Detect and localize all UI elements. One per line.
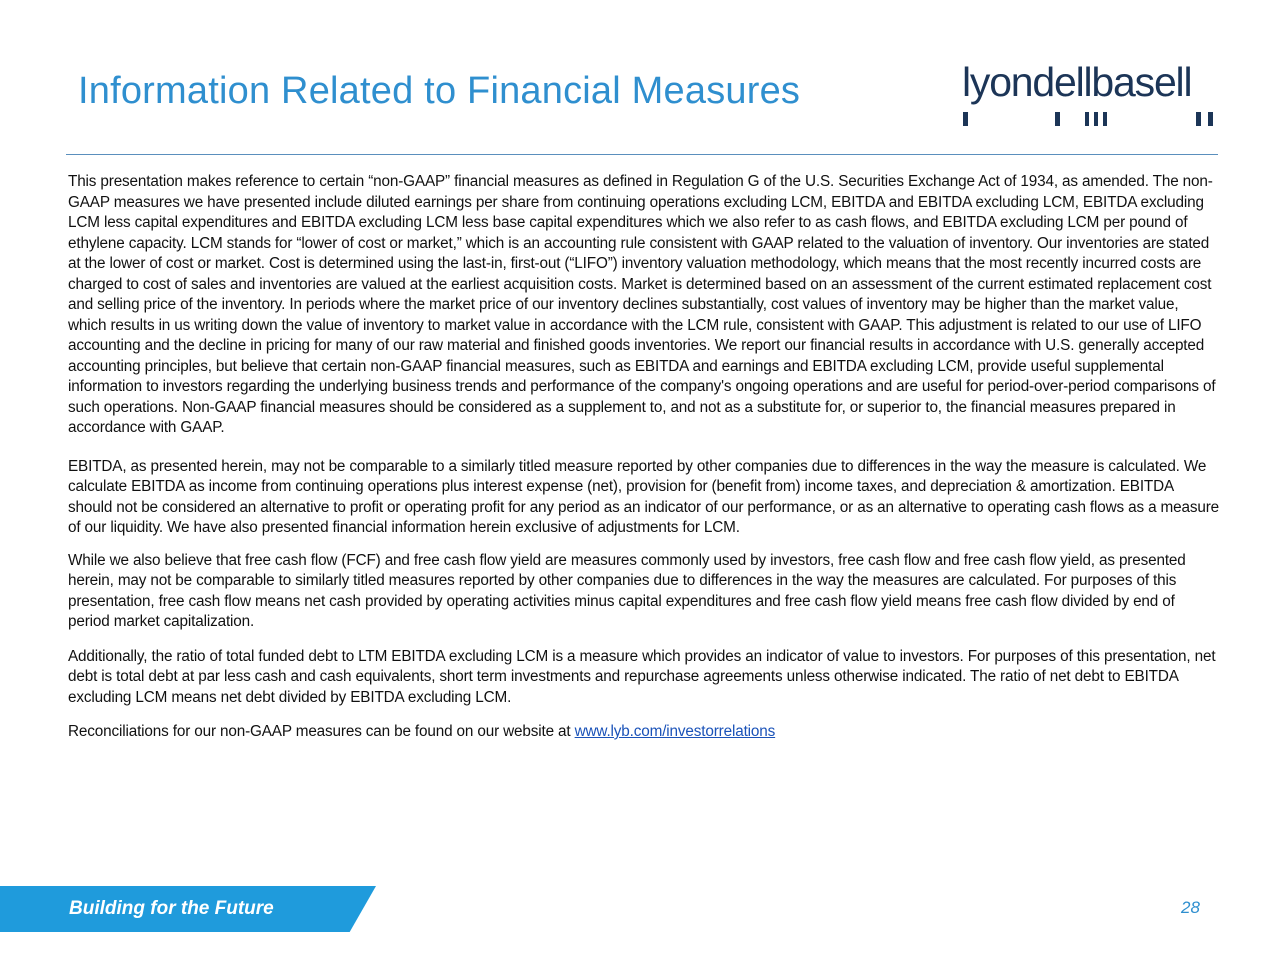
header-divider <box>66 154 1218 155</box>
investor-relations-link[interactable]: www.lyb.com/investorrelations <box>574 723 776 740</box>
company-logo <box>962 59 1218 132</box>
logo-wordmark: lyondellbasell <box>962 59 1192 105</box>
page-title: Information Related to Financial Measures <box>78 70 801 112</box>
logo-bars <box>962 112 1218 132</box>
footer-tagline: Building for the Future <box>69 898 274 919</box>
paragraph-reconciliations <box>68 722 1220 743</box>
paragraph-ebitda: EBITDA, as presented herein, may not be comparable to a similarly titled measure reported by other companies due to differences in the way the measure is calculated. We calculate EBITDA as income from continuing operations plus interest expense (net), provision for (benefit from) income taxes, and depreciation & amortization. EBITDA should not be considered an alternative to profit or operating profit for any period as an indicator of our performance, or as an alternative to operating cash flows as a measure of our liquidity. We have also presented financial information herein exclusive of adjustments for LCM. <box>68 457 1219 536</box>
paragraph-net-debt: Additionally, the ratio of total funded debt to LTM EBITDA excluding LCM is a measure which provides an indicator of value to investors. For purposes of this presentation, net debt is total debt at par less cash and cash equivalents, short term investments and repurchase agreements unless otherwise indicated. The ratio of net debt to EBITDA excluding LCM means net debt divided by EBITDA excluding LCM. <box>68 647 1216 706</box>
paragraph-non-gaap: This presentation makes reference to certain “non-GAAP” financial measures as defined in Regulation G of the U.S. Securities Exchange Act of 1934, as amended. The non-GAAP measures we have presented include diluted earnings per share from continuing operations excluding LCM, EBITDA and EBITDA excluding LCM, EBITDA excluding LCM less capital expenditures and EBITDA excluding LCM less base capital expenditures which we also refer to as cash flows, and EBITDA excluding LCM per pound of ethylene capacity. LCM stands for “lower of cost or market,” which is an accounting rule consistent with GAAP related to the valuation of inventory. Our inventories are stated at the lower of cost or market. Cost is determined using the last-in, first-out (“LIFO”) inventory valuation methodology, which means that the most recently incurred costs are charged to cost of sales and inventories are valued at the earliest acquisition costs. Market is determined based on an assessment of the current estimated replacement cost and selling price of the inventory. In periods where the market price of our inventory declines substantially, cost values of inventory may be higher than the market value, which results in us writing down the value of inventory to market value in accordance with the LCM rule, consistent with GAAP. This adjustment is related to our use of LIFO accounting and the decline in pricing for many of our raw material and finished goods inventories. We report our financial results in accordance with U.S. generally accepted accounting principles, but believe that certain non-GAAP financial measures, such as EBITDA and earnings and EBITDA excluding LCM, provide useful supplemental information to investors regarding the underlying business trends and performance of the company's ongoing operations and are useful for period-over-period comparisons of such operations. Non-GAAP financial measures should be considered as a supplement to, and not as a substitute for, or superior to, the financial measures prepared in accordance with GAAP. <box>68 173 1216 436</box>
paragraph-free-cash-flow: While we also believe that free cash flow (FCF) and free cash flow yield are measures commonly used by investors, free cash flow and free cash flow yield, as presented herein, may not be comparable to similarly titled measures reported by other companies due to differences in the way the measures are calculated. For purposes of this presentation, free cash flow means net cash provided by operating activities minus capital expenditures and free cash flow yield means free cash flow divided by end of period market capitalization. <box>68 551 1186 630</box>
page-number: 28 <box>1181 898 1200 917</box>
body-text <box>68 172 1220 757</box>
reconciliations-text: Reconciliations for our non-GAAP measures can be found on our website at <box>68 723 575 740</box>
